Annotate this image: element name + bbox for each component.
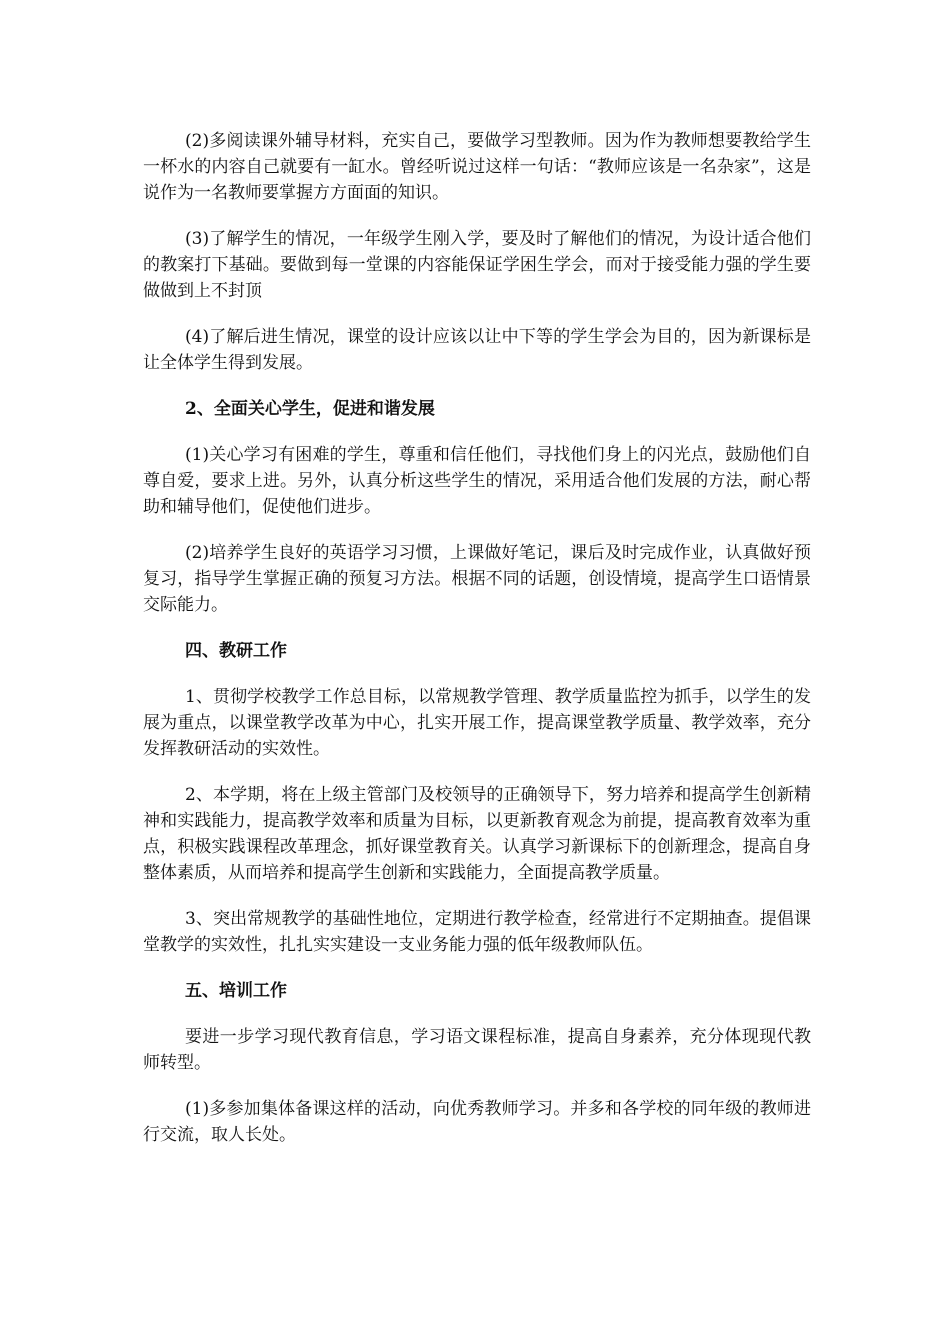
paragraph-collective-prep: (1)多参加集体备课这样的活动，向优秀教师学习。并多和各学校的同年级的教师进行交流，取人长处。	[143, 1099, 811, 1145]
document-body	[143, 128, 811, 1168]
paragraph-research-goal: 1、贯彻学校教学工作总目标，以常规教学管理、教学质量监控为抓手，以学生的发展为重点，以课堂教学改革为中心，扎实开展工作，提高课堂教学质量、教学效率，充分发挥教研活动的实效性。	[143, 687, 811, 759]
heading-training: 五、培训工作	[185, 981, 287, 1001]
paragraph-care-struggling: (1)关心学习有困难的学生，尊重和信任他们，寻找他们身上的闪光点，鼓励他们自尊自爱，要求上进。另外，认真分析这些学生的情况，采用适合他们发展的方法，耐心帮助和辅导他们，促使他们进步。	[143, 445, 811, 517]
paragraph-routine-teaching: 3、突出常规教学的基础性地位，定期进行教学检查，经常进行不定期抽查。提倡课堂教学的实效性，扎扎实实建设一支业务能力强的低年级教师队伍。	[143, 909, 811, 955]
paragraph-modern-education: 要进一步学习现代教育信息，学习语文课程标准，提高自身素养，充分体现现代教师转型。	[143, 1027, 811, 1073]
paragraph-english-habits: (2)培养学生良好的英语学习习惯，上课做好笔记，课后及时完成作业，认真做好预复习，指导学生掌握正确的预复习方法。根据不同的话题，创设情境，提高学生口语情景交际能力。	[143, 543, 811, 615]
heading-care-students: 2、全面关心学生，促进和谐发展	[185, 399, 435, 419]
paragraph-read-materials: (2)多阅读课外辅导材料，充实自己，要做学习型教师。因为作为教师想要教给学生一杯水的内容自己就要有一缸水。曾经听说过这样一句话：“教师应该是一名杂家”，这是说作为一名教师要掌握方方面面的知识。	[143, 131, 811, 203]
paragraph-this-semester: 2、本学期，将在上级主管部门及校领导的正确领导下，努力培养和提高学生创新精神和实践能力，提高教学效率和质量为目标，以更新教育观念为前提，提高教育效率为重点，积极实践课程改革理念，抓好课堂教育关。认真学习新课标下的创新理念，提高自身整体素质，从而培养和提高学生创新和实践能力，全面提高教学质量。	[143, 785, 811, 883]
heading-teaching-research: 四、教研工作	[185, 641, 287, 661]
paragraph-understand-students: (3)了解学生的情况，一年级学生刚入学，要及时了解他们的情况，为设计适合他们的教案打下基础。要做到每一堂课的内容能保证学困生学会，而对于接受能力强的学生要做做到上不封顶	[143, 229, 811, 301]
paragraph-slow-learners: (4)了解后进生情况，课堂的设计应该以让中下等的学生学会为目的，因为新课标是让全体学生得到发展。	[143, 327, 811, 373]
